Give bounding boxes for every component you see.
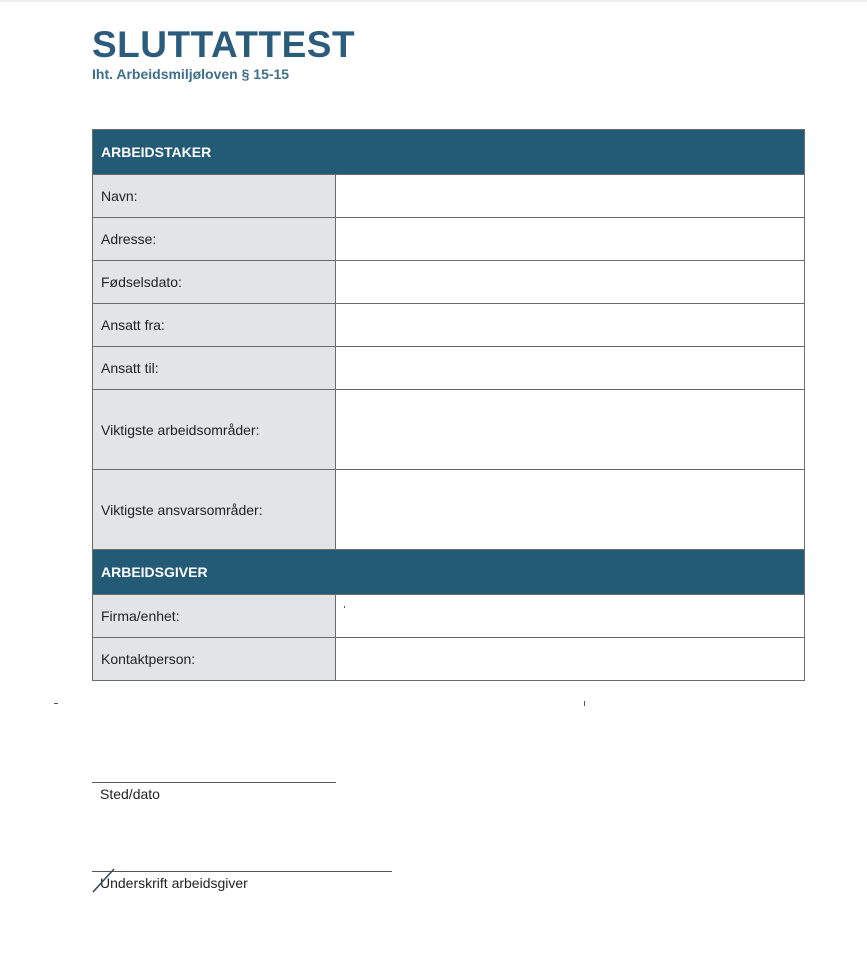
section-heading: ARBEIDSGIVER (93, 550, 805, 595)
form-row-employed-from (93, 304, 805, 347)
section-header-employer (93, 550, 805, 595)
section-heading: ARBEIDSTAKER (93, 130, 805, 175)
company-field[interactable] (336, 595, 805, 638)
field-label: Viktigste ansvarsområder: (93, 470, 336, 550)
scan-speck (344, 606, 345, 608)
field-label: Viktigste arbeidsområder: (93, 390, 336, 470)
form-row-company (93, 595, 805, 638)
field-label: Kontaktperson: (93, 638, 336, 681)
work-areas-field[interactable] (336, 390, 805, 470)
birthdate-field[interactable] (336, 261, 805, 304)
certificate-form-table (92, 129, 805, 681)
field-label: Firma/enhet: (93, 595, 336, 638)
field-label: Fødselsdato: (93, 261, 336, 304)
place-date-line[interactable] (92, 782, 336, 783)
field-label: Ansatt fra: (93, 304, 336, 347)
form-row-contact-person (93, 638, 805, 681)
address-field[interactable] (336, 218, 805, 261)
contact-person-field[interactable] (336, 638, 805, 681)
section-header-employee (93, 130, 805, 175)
field-label: Navn: (93, 175, 336, 218)
place-date-label: Sted/dato (100, 786, 160, 802)
name-field[interactable] (336, 175, 805, 218)
scan-speck (54, 703, 58, 704)
page-top-edge (0, 0, 867, 2)
document-subtitle: Iht. Arbeidsmiljøloven § 15-15 (92, 66, 290, 82)
form-row-work-areas (93, 390, 805, 470)
employed-to-field[interactable] (336, 347, 805, 390)
handwritten-stroke (90, 866, 120, 894)
form-row-employed-to (93, 347, 805, 390)
field-label: Ansatt til: (93, 347, 336, 390)
form-row-address (93, 218, 805, 261)
employer-signature-label: Underskrift arbeidsgiver (100, 875, 248, 891)
field-label: Adresse: (93, 218, 336, 261)
responsibility-areas-field[interactable] (336, 470, 805, 550)
scan-speck (584, 701, 585, 706)
employed-from-field[interactable] (336, 304, 805, 347)
signature-line[interactable] (92, 871, 392, 872)
document-title: SLUTTATTEST (92, 24, 356, 65)
form-row-responsibility-areas (93, 470, 805, 550)
form-row-name (93, 175, 805, 218)
form-row-birthdate (93, 261, 805, 304)
